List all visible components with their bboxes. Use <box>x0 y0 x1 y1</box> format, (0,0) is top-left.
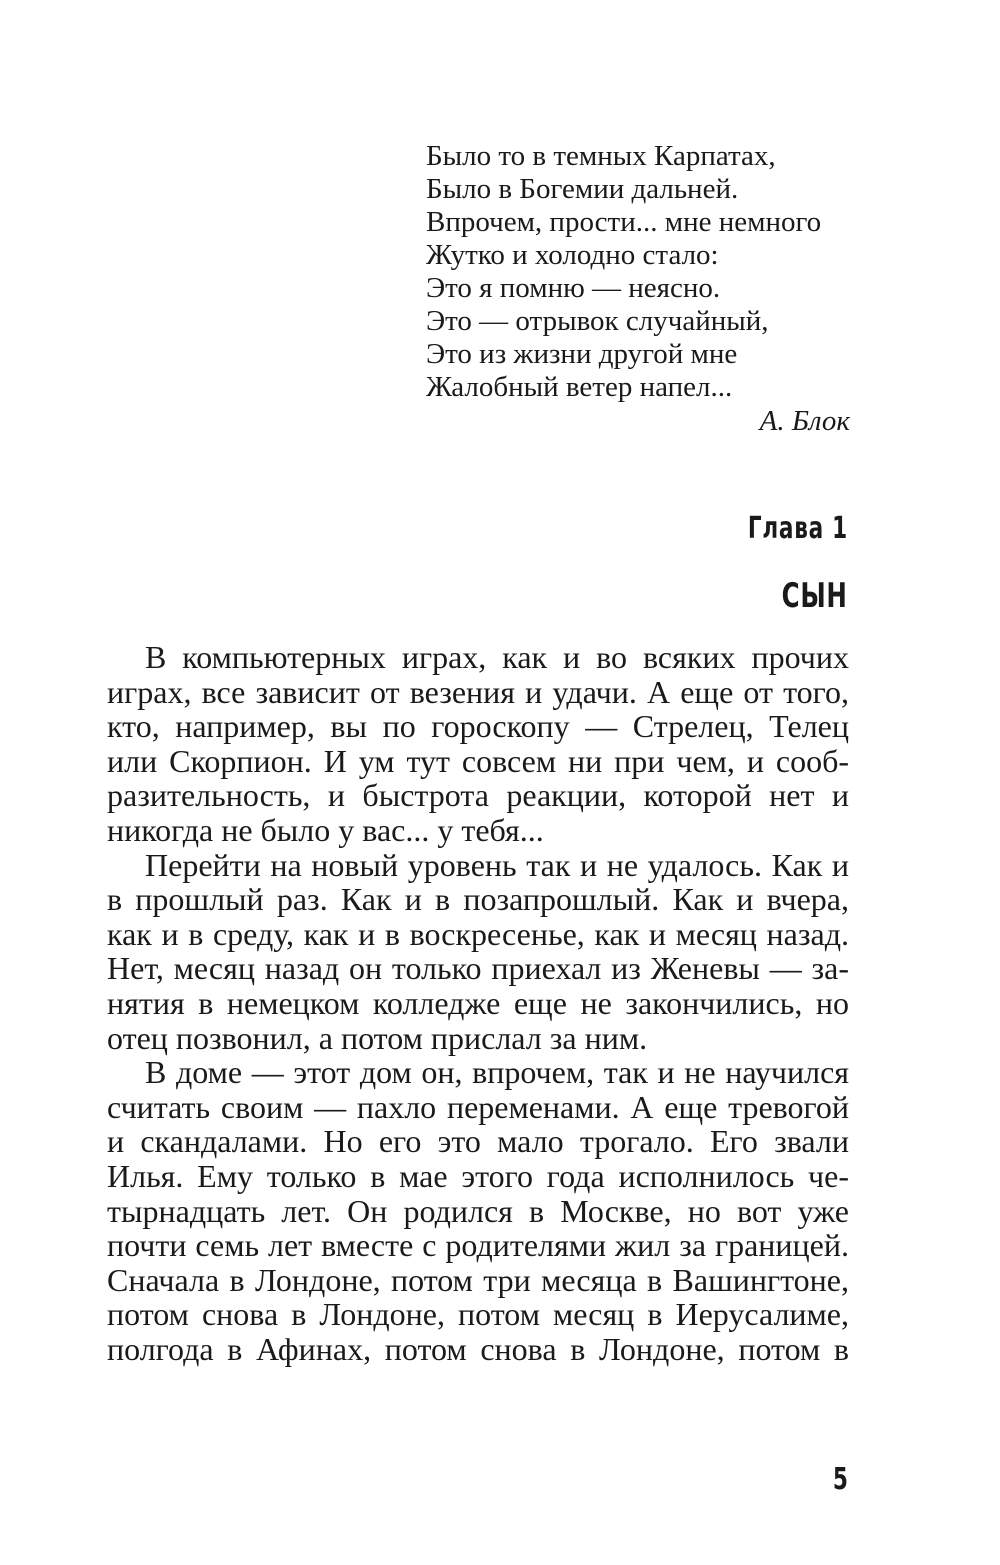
body-line: кто, например, вы по гороскопу — Стрелец, Телец <box>107 708 849 745</box>
body-line: в прошлый раз. Как и в позапрошлый. Как и вчера, <box>107 881 849 918</box>
epigraph-author: А. Блок <box>759 405 850 437</box>
epigraph-line: Это я помню — неясно. <box>426 272 721 304</box>
body-line: Илья. Ему только в мае этого года исполнилось че- <box>107 1157 849 1194</box>
body-line: нятия в немецком колледже еще не закончились, но <box>107 984 849 1021</box>
body-line: В компьютерных играх, как и во всяких прочих <box>145 639 849 675</box>
epigraph-line: Это из жизни другой мне <box>426 338 738 370</box>
body-line: никогда не было у вас... у тебя... <box>107 811 544 848</box>
epigraph-line: Впрочем, прости... мне немного <box>426 206 822 238</box>
body-line: Перейти на новый уровень так и не удалось. Как и <box>145 846 849 883</box>
body-line: и скандалами. Но его это мало трогало. Его звали <box>107 1123 849 1160</box>
chapter-title: СЫН <box>782 576 848 616</box>
body-line: или Скорпион. И ум тут совсем ни при чем, и сооб- <box>107 742 849 779</box>
epigraph-line: Было то в темных Карпатах, <box>426 140 776 172</box>
epigraph-line: Жутко и холодно стало: <box>426 239 719 271</box>
epigraph <box>426 140 856 438</box>
body-line: полгода в Афинах, потом снова в Лондоне, потом в <box>107 1330 849 1367</box>
body-line: считать своим — пахло переменами. А еще тревогой <box>107 1088 849 1125</box>
epigraph-line: Было в Богемии дальней. <box>426 173 739 205</box>
body-line: как и в среду, как и в воскресенье, как и месяц назад. <box>107 915 849 952</box>
body-line: разительность, и быстрота реакции, которой нет и <box>107 777 849 814</box>
body-line: Сначала в Лондоне, потом три месяца в Вашингтоне, <box>107 1261 849 1298</box>
body-line: отец позвонил, а потом прислал за ним. <box>107 1019 648 1056</box>
chapter-number: Глава 1 <box>747 511 848 546</box>
body-line: Нет, месяц назад он только приехал из Женевы — за- <box>107 950 849 987</box>
body-line: играх, все зависит от везения и удачи. А еще от того, <box>107 673 849 710</box>
body-line: тырнадцать лет. Он родился в Москве, но вот уже <box>107 1192 849 1229</box>
chapter-body <box>107 640 849 1366</box>
page-number: 5 <box>832 1462 848 1497</box>
epigraph-line: Жалобный ветер напел... <box>426 371 733 403</box>
body-line: потом снова в Лондоне, потом месяц в Иерусалиме, <box>107 1296 849 1333</box>
body-line: В доме — этот дом он, впрочем, так и не научился <box>145 1054 849 1091</box>
epigraph-line: Это — отрывок случайный, <box>426 305 769 337</box>
body-line: почти семь лет вместе с родителями жил за границей. <box>107 1227 849 1264</box>
